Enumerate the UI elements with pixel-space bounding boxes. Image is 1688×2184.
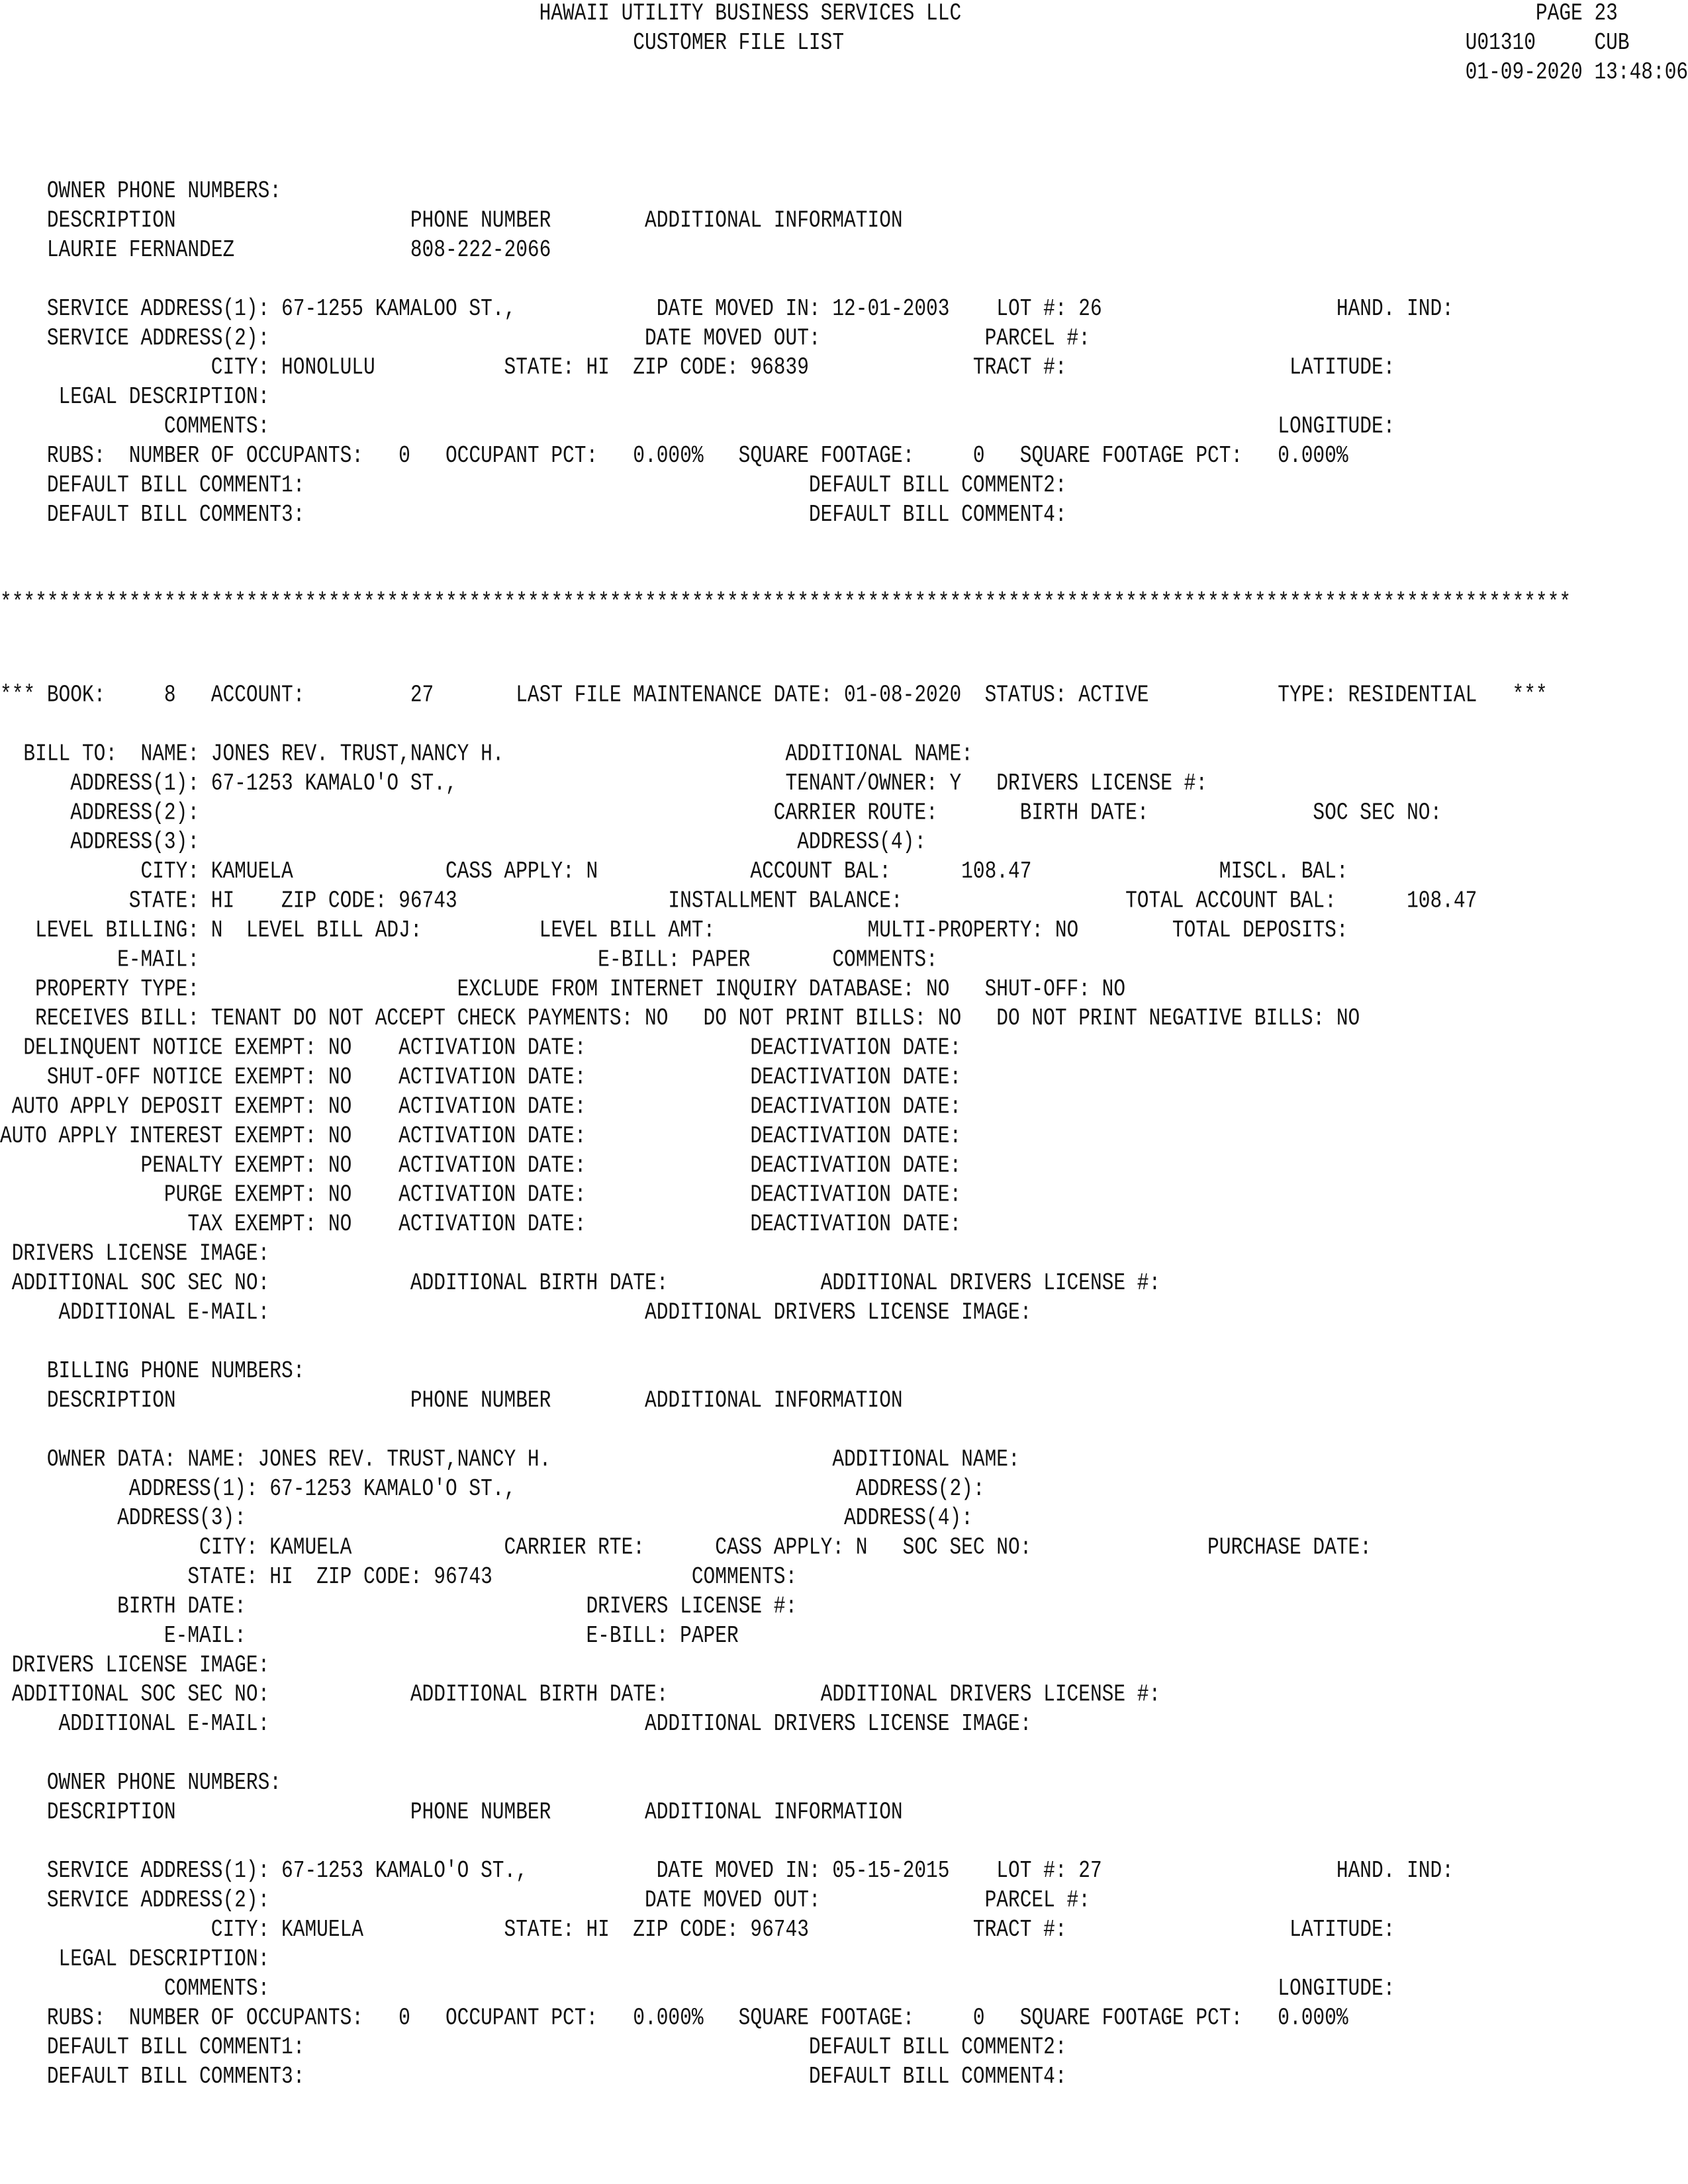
bill-to-line: ADDRESS(1): 67-1253 KAMALO'O ST., TENANT/OWNER: Y DRIVERS LICENSE #: xyxy=(0,771,1208,798)
service-line: DEFAULT BILL COMMENT1: DEFAULT BILL COMMENT2: xyxy=(0,2035,1067,2062)
report-header-title-line: HAWAII UTILITY BUSINESS SERVICES LLC PAGE 23 xyxy=(0,1,1618,28)
prev-service-line: RUBS: NUMBER OF OCCUPANTS: 0 OCCUPANT PCT: 0.000% SQUARE FOOTAGE: 0 SQUARE FOOTAGE PCT: 0.000% xyxy=(0,443,1348,471)
prev-service-line: DEFAULT BILL COMMENT3: DEFAULT BILL COMMENT4: xyxy=(0,502,1067,529)
report-header-subtitle-line: CUSTOMER FILE LIST U01310 CUB xyxy=(0,30,1630,58)
owner-data-line: ADDRESS(3): ADDRESS(4): xyxy=(0,1506,973,1533)
bill-extra-line: ADDITIONAL SOC SEC NO: ADDITIONAL BIRTH DATE: ADDITIONAL DRIVERS LICENSE #: xyxy=(0,1271,1161,1298)
owner-data-line: OWNER DATA: NAME: JONES REV. TRUST,NANCY H. ADDITIONAL NAME: xyxy=(0,1447,1020,1475)
exempt-line: AUTO APPLY INTEREST EXEMPT: NO ACTIVATION DATE: DEACTIVATION DATE: xyxy=(0,1124,962,1151)
owner-data-line: CITY: KAMUELA CARRIER RTE: CASS APPLY: N SOC SEC NO: PURCHASE DATE: xyxy=(0,1535,1372,1563)
exempt-line: PENALTY EXEMPT: NO ACTIVATION DATE: DEACTIVATION DATE: xyxy=(0,1153,962,1180)
exempt-line: PURGE EXEMPT: NO ACTIVATION DATE: DEACTIVATION DATE: xyxy=(0,1183,962,1210)
bill-to-line: RECEIVES BILL: TENANT DO NOT ACCEPT CHECK PAYMENTS: NO DO NOT PRINT BILLS: NO DO NOT PRINT NEGATIVE BILLS: NO xyxy=(0,1006,1360,1033)
owner-data-line: BIRTH DATE: DRIVERS LICENSE #: xyxy=(0,1594,798,1621)
bill-to-line: ADDRESS(2): CARRIER ROUTE: BIRTH DATE: SOC SEC NO: xyxy=(0,800,1442,827)
bill-to-line: CITY: KAMUELA CASS APPLY: N ACCOUNT BAL: 108.47 MISCL. BAL: xyxy=(0,859,1348,886)
prev-service-line: SERVICE ADDRESS(2): DATE MOVED OUT: PARCEL #: xyxy=(0,326,1090,353)
service-line: SERVICE ADDRESS(1): 67-1253 KAMALO'O ST., DATE MOVED IN: 05-15-2015 LOT #: 27 HAND. IND: xyxy=(0,1858,1454,1886)
owner-data-line: DRIVERS LICENSE IMAGE: xyxy=(0,1653,270,1680)
service-line: DEFAULT BILL COMMENT3: DEFAULT BILL COMMENT4: xyxy=(0,2064,1067,2091)
bill-to-line: ADDRESS(3): ADDRESS(4): xyxy=(0,830,927,857)
bill-extra-line: DRIVERS LICENSE IMAGE: xyxy=(0,1242,270,1269)
exempt-line: DELINQUENT NOTICE EXEMPT: NO ACTIVATION DATE: DEACTIVATION DATE: xyxy=(0,1036,962,1063)
bill-to-line: PROPERTY TYPE: EXCLUDE FROM INTERNET INQUIRY DATABASE: NO SHUT-OFF: NO xyxy=(0,977,1126,1004)
exempt-line: AUTO APPLY DEPOSIT EXEMPT: NO ACTIVATION DATE: DEACTIVATION DATE: xyxy=(0,1094,962,1122)
owner-phone-columns: DESCRIPTION PHONE NUMBER ADDITIONAL INFORMATION xyxy=(0,1799,903,1827)
prev-owner-phone-row: LAURIE FERNANDEZ 808-222-2066 xyxy=(0,238,551,265)
bill-extra-line: ADDITIONAL E-MAIL: ADDITIONAL DRIVERS LICENSE IMAGE: xyxy=(0,1300,1032,1328)
report-header-timestamp-line: 01-09-2020 13:48:06 xyxy=(0,60,1688,87)
service-line: CITY: KAMUELA STATE: HI ZIP CODE: 96743 TRACT #: LATITUDE: xyxy=(0,1917,1395,1944)
owner-data-line: ADDRESS(1): 67-1253 KAMALO'O ST., ADDRESS(2): xyxy=(0,1477,985,1504)
prev-service-line: COMMENTS: LONGITUDE: xyxy=(0,414,1395,441)
owner-data-line: STATE: HI ZIP CODE: 96743 COMMENTS: xyxy=(0,1565,798,1592)
prev-service-line: LEGAL DESCRIPTION: xyxy=(0,385,270,412)
owner-data-line: E-MAIL: E-BILL: PAPER xyxy=(0,1623,739,1651)
bill-to-line: STATE: HI ZIP CODE: 96743 INSTALLMENT BALANCE: TOTAL ACCOUNT BAL: 108.47 xyxy=(0,889,1477,916)
prev-service-line: SERVICE ADDRESS(1): 67-1255 KAMALOO ST., DATE MOVED IN: 12-01-2003 LOT #: 26 HAND. IND: xyxy=(0,296,1454,324)
book-account-line: *** BOOK: 8 ACCOUNT: 27 LAST FILE MAINTENANCE DATE: 01-08-2020 STATUS: ACTIVE TYPE: RESIDENTIAL *** xyxy=(0,683,1548,710)
billing-phone-heading: BILLING PHONE NUMBERS: xyxy=(0,1359,305,1386)
prev-owner-phone-columns: DESCRIPTION PHONE NUMBER ADDITIONAL INFORMATION xyxy=(0,208,903,236)
owner-data-line: ADDITIONAL E-MAIL: ADDITIONAL DRIVERS LICENSE IMAGE: xyxy=(0,1711,1032,1739)
bill-to-line: BILL TO: NAME: JONES REV. TRUST,NANCY H. ADDITIONAL NAME: xyxy=(0,741,973,769)
service-line: COMMENTS: LONGITUDE: xyxy=(0,1976,1395,2003)
service-line: RUBS: NUMBER OF OCCUPANTS: 0 OCCUPANT PCT: 0.000% SQUARE FOOTAGE: 0 SQUARE FOOTAGE PCT: 0.000% xyxy=(0,2005,1348,2032)
prev-service-line: CITY: HONOLULU STATE: HI ZIP CODE: 96839 TRACT #: LATITUDE: xyxy=(0,355,1395,383)
exempt-line: SHUT-OFF NOTICE EXEMPT: NO ACTIVATION DATE: DEACTIVATION DATE: xyxy=(0,1065,962,1092)
bill-to-line: E-MAIL: E-BILL: PAPER COMMENTS: xyxy=(0,947,938,975)
prev-owner-phone-heading: OWNER PHONE NUMBERS: xyxy=(0,179,282,206)
prev-service-line: DEFAULT BILL COMMENT1: DEFAULT BILL COMMENT2: xyxy=(0,473,1067,500)
service-line: LEGAL DESCRIPTION: xyxy=(0,1946,270,1974)
owner-phone-heading: OWNER PHONE NUMBERS: xyxy=(0,1770,282,1797)
billing-phone-columns: DESCRIPTION PHONE NUMBER ADDITIONAL INFORMATION xyxy=(0,1388,903,1416)
service-line: SERVICE ADDRESS(2): DATE MOVED OUT: PARCEL #: xyxy=(0,1888,1090,1915)
owner-data-line: ADDITIONAL SOC SEC NO: ADDITIONAL BIRTH DATE: ADDITIONAL DRIVERS LICENSE #: xyxy=(0,1682,1161,1709)
bill-to-line: LEVEL BILLING: N LEVEL BILL ADJ: LEVEL BILL AMT: MULTI-PROPERTY: NO TOTAL DEPOSITS: xyxy=(0,918,1348,945)
exempt-line: TAX EXEMPT: NO ACTIVATION DATE: DEACTIVATION DATE: xyxy=(0,1212,962,1239)
record-separator: ************************************************************************************************************************************** xyxy=(0,590,1571,617)
